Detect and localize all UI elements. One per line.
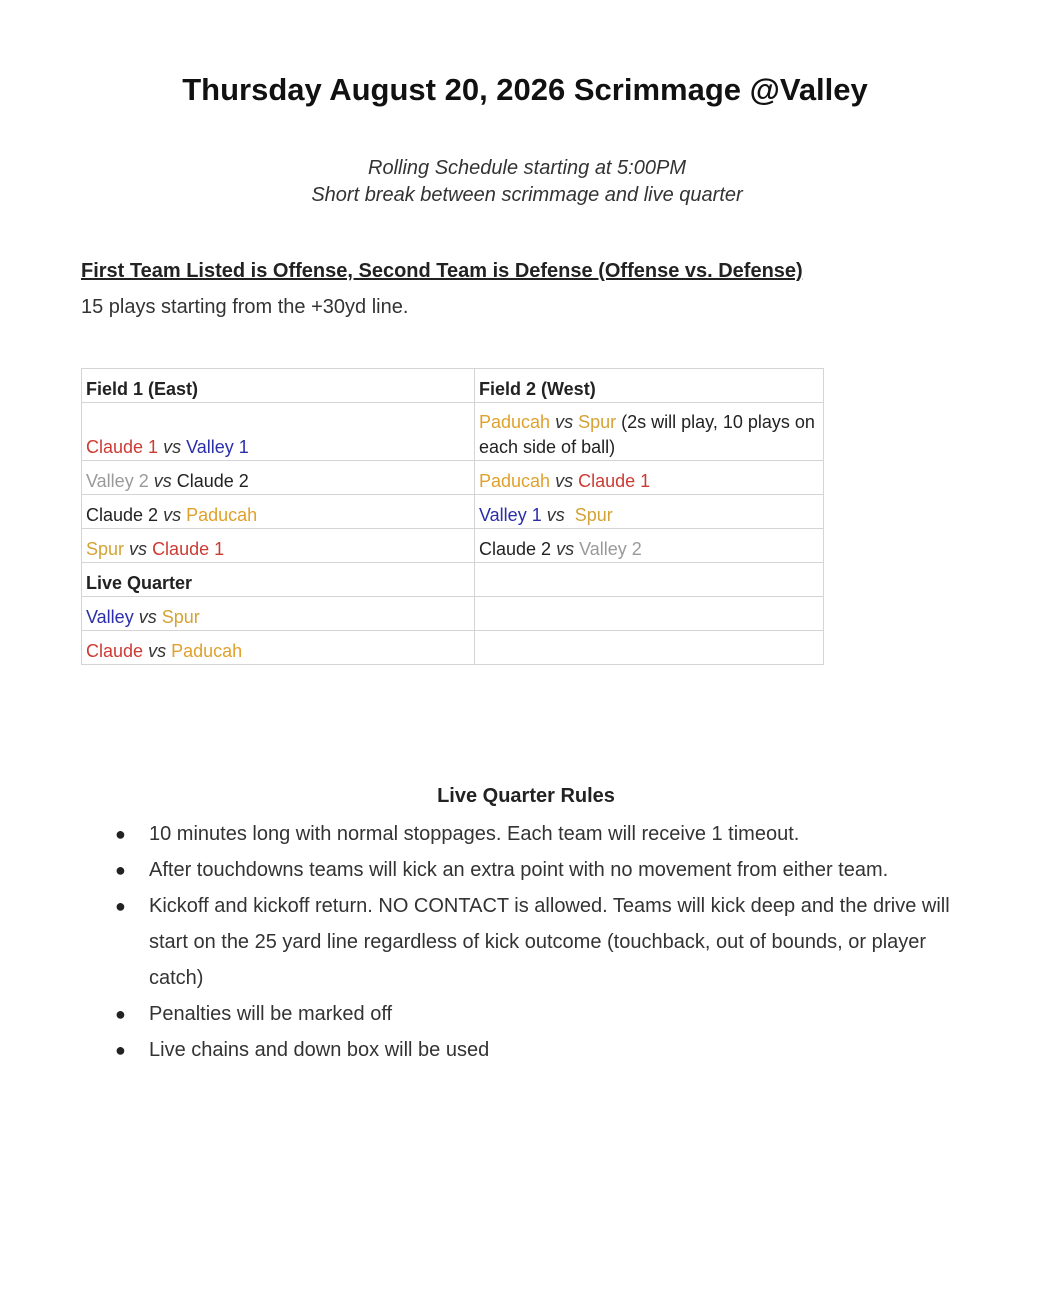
offense-team: Valley 2 [86, 471, 149, 491]
table-row [82, 529, 824, 563]
defense-team: Paducah [171, 641, 243, 661]
bullet-icon: ● [115, 1004, 126, 1024]
vs-label: vs [138, 607, 157, 627]
field-1-matchup [82, 461, 475, 495]
defense-team: Claude 1 [152, 539, 225, 559]
list-item [112, 996, 972, 1032]
vs-label: vs [153, 471, 172, 491]
vs-label: vs [163, 437, 182, 457]
offense-team: Paducah [479, 412, 551, 432]
vs-label: vs [148, 641, 167, 661]
table-row [82, 403, 824, 461]
live-matchup [82, 597, 475, 631]
offense-team: Claude [86, 641, 144, 661]
table-header-row [82, 369, 824, 403]
field-1-matchup [82, 529, 475, 563]
table-row [82, 461, 824, 495]
subtitle-line-2: Short break between scrimmage and live quarter [311, 184, 743, 206]
bullet-icon: ● [115, 860, 126, 880]
bullet-icon: ● [115, 896, 126, 916]
rule-text: Kickoff and kickoff return. NO CONTACT is allowed. Teams will kick deep and the drive will start on the 25 yard line regardless of kick outcome (touchback, out of bounds, or player catch) [149, 895, 950, 989]
vs-label: vs [546, 505, 565, 525]
field-1-matchup [82, 495, 475, 529]
live-quarter-label: Live Quarter [82, 563, 475, 597]
defense-team: Spur [574, 505, 613, 525]
list-item [112, 1032, 972, 1068]
list-item [112, 852, 972, 888]
offense-defense-heading: First Team Listed is Offense, Second Team is Defense (Offense vs. Defense) [81, 260, 803, 282]
vs-label: vs [129, 539, 148, 559]
field-1-matchup [82, 403, 475, 461]
rule-text: 10 minutes long with normal stoppages. Each team will receive 1 timeout. [149, 823, 800, 845]
subtitle-line-1: Rolling Schedule starting at 5:00PM [368, 157, 686, 179]
rule-text: Penalties will be marked off [149, 1003, 393, 1025]
defense-team: Valley 1 [186, 437, 249, 457]
defense-team: Valley 2 [579, 539, 642, 559]
field-2-matchup [475, 403, 824, 461]
matchup-note: (2s will play, 10 plays on each side of ball) [479, 412, 815, 457]
empty-cell [475, 597, 824, 631]
vs-label: vs [556, 539, 575, 559]
list-item [112, 816, 972, 852]
field-2-matchup [475, 461, 824, 495]
list-item [112, 888, 972, 996]
defense-team: Claude 1 [578, 471, 651, 491]
defense-team: Claude 2 [176, 471, 249, 491]
field-1-header: Field 1 (East) [82, 369, 475, 403]
schedule-table [81, 368, 824, 665]
offense-team: Valley [86, 607, 134, 627]
empty-cell [475, 631, 824, 665]
rules-list [112, 816, 972, 1068]
offense-team: Claude 2 [479, 539, 552, 559]
live-quarter-row [82, 563, 824, 597]
offense-team: Claude 1 [86, 437, 159, 457]
bullet-icon: ● [115, 1040, 126, 1060]
field-2-header: Field 2 (West) [475, 369, 824, 403]
vs-label: vs [555, 471, 574, 491]
table-row [82, 495, 824, 529]
field-2-matchup [475, 495, 824, 529]
offense-team: Valley 1 [479, 505, 542, 525]
vs-label: vs [163, 505, 182, 525]
schedule-subtitle [0, 155, 1038, 209]
live-matchup [82, 631, 475, 665]
rule-text: After touchdowns teams will kick an extra point with no movement from either team. [149, 859, 889, 881]
bullet-icon: ● [115, 824, 126, 844]
rule-text: Live chains and down box will be used [149, 1039, 490, 1061]
rules-heading: Live Quarter Rules [437, 785, 615, 807]
vs-label: vs [555, 412, 574, 432]
page-title: Thursday August 20, 2026 Scrimmage @Valley [182, 72, 868, 107]
offense-team: Paducah [479, 471, 551, 491]
empty-cell [475, 563, 824, 597]
table-row [82, 597, 824, 631]
plays-instruction: 15 plays starting from the +30yd line. [81, 296, 409, 318]
defense-team: Paducah [186, 505, 258, 525]
table-row [82, 631, 824, 665]
field-2-matchup [475, 529, 824, 563]
defense-team: Spur [578, 412, 617, 432]
defense-team: Spur [161, 607, 200, 627]
offense-team: Spur [86, 539, 125, 559]
offense-team: Claude 2 [86, 505, 159, 525]
